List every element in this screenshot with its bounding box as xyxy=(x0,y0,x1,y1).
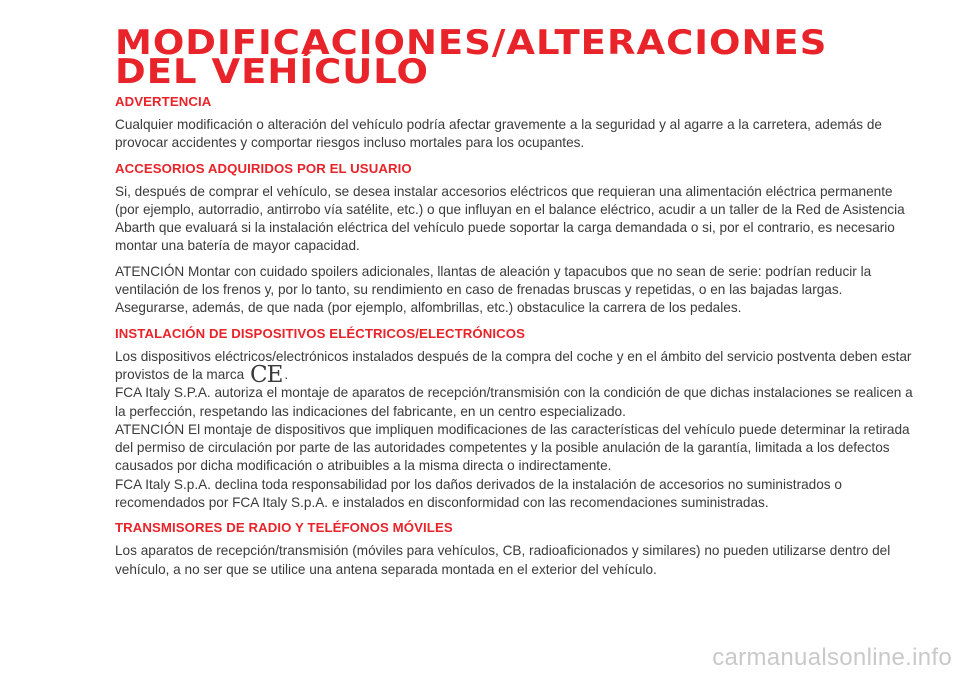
electrical-devices-paragraph-1 xyxy=(115,348,915,388)
electrical-devices-text-after-mark: . xyxy=(284,366,289,382)
section-heading-electrical-devices: INSTALACIÓN DE DISPOSITIVOS ELÉCTRICOS/ELECTRÓNICOS xyxy=(115,325,526,341)
user-accessories-paragraph-2: ATENCIÓN Montar con cuidado spoilers adicionales, llantas de aleación y tapacubos que no sean de serie: podrían reducir la ventilación de los frenos y, por lo tanto, su rendimiento en caso de frenadas bruscas y repetidas, o en las bajadas largas. Asegurarse, además, de que nada (por ejemplo, alfombrillas, etc.) obstaculice la carrera de los pedales. xyxy=(115,263,872,316)
electrical-devices-paragraph-2: FCA Italy S.P.A. autoriza el montaje de aparatos de recepción/transmisión con la condición de que dichas instalaciones se realicen a la perfección, respetando las indicaciones del fabricante, en un centro especializado. xyxy=(115,385,913,419)
electrical-devices-text-before-mark: Los dispositivos eléctricos/electrónicos instalados después de la compra del coche y en el ámbito del servicio postventa deben estar provistos de la marca xyxy=(115,348,912,382)
page-title xyxy=(115,22,915,92)
section-heading-user-accessories: ACCESORIOS ADQUIRIDOS POR EL USUARIO xyxy=(115,160,412,176)
section-heading-warning: ADVERTENCIA xyxy=(115,94,212,109)
electrical-devices-paragraph-3: ATENCIÓN El montaje de dispositivos que impliquen modificaciones de las características del vehículo puede determinar la retirada del permiso de circulación por parte de las autoridades competentes y la posible anulación de la garantía, limitada a los defectos causados por dicha modificación o atribuibles a la misma directa o indirectamente. xyxy=(115,421,910,474)
user-accessories-paragraph-1: Si, después de comprar el vehículo, se desea instalar accesorios eléctricos que requieran una alimentación eléctrica permanente (por ejemplo, autorradio, antirrobo vía satélite, etc.) o que influyan en el balance eléctrico, acudir a un taller de la Red de Asistencia Abarth que evaluará si la instalación eléctrica del vehículo puede soportar la carga demandada o si, por el contrario, es necesario montar una batería de mayor capacidad. xyxy=(115,183,905,254)
ce-mark-icon: CE xyxy=(249,361,283,388)
warning-text: Cualquier modificación o alteración del vehículo podría afectar gravemente a la seguridad y al agarre a la carretera, además de provocar accidentes y comportar riesgos incluso mortales para los ocupantes. xyxy=(115,117,882,151)
page-title-line-1: MODIFICACIONES/ALTERACIONES xyxy=(115,22,828,63)
section-heading-radio-transmitters: TRANSMISORES DE RADIO Y TELÉFONOS MÓVILES xyxy=(115,520,453,536)
electrical-devices-paragraph-4: FCA Italy S.p.A. declina toda responsabilidad por los daños derivados de la instalación de accesorios no suministrados o recomendados por FCA Italy S.p.A. e instalados en disconformidad con las recomendaciones suministradas. xyxy=(115,476,842,511)
watermark-text: carmanualsonline.info xyxy=(712,644,952,671)
radio-transmitters-text: Los aparatos de recepción/transmisión (móviles para vehículos, CB, radioaficionados y similares) no pueden utilizarse dentro del vehículo, a no ser que se utilice una antena separada montada en el exterior del vehículo. xyxy=(115,543,891,577)
document-page xyxy=(115,22,915,579)
page-title-line-2: DEL VEHÍCULO xyxy=(115,51,429,92)
